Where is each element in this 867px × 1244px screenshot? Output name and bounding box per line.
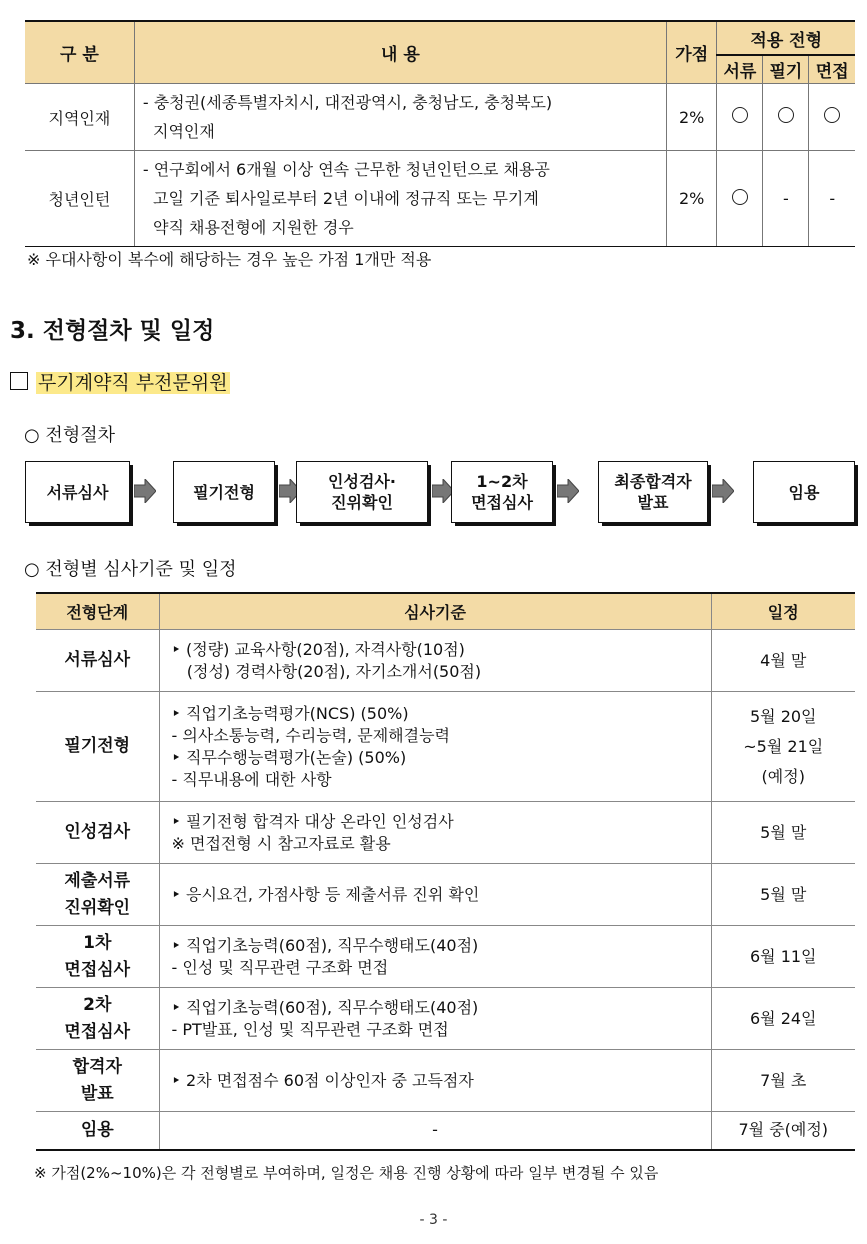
text-line: - 의사소통능력, 수리능력, 문제해결능력 xyxy=(171,725,450,745)
header-interview: 면접 xyxy=(809,55,855,84)
row-criteria xyxy=(159,988,711,1050)
row-stage xyxy=(36,864,159,926)
row-category: 지역인재 xyxy=(25,84,134,151)
preference-table xyxy=(25,20,855,247)
row-schedule xyxy=(711,692,855,802)
row-criteria xyxy=(159,802,711,864)
row-schedule xyxy=(711,1112,855,1150)
text-line: ‣ 직무수행능력평가(논술) (50%) xyxy=(171,747,407,767)
text-line: 서류심사 xyxy=(46,482,109,502)
page-number: - 3 - xyxy=(419,1212,448,1228)
text-line: ‣ 직업기초능력평가(NCS) (50%) xyxy=(171,703,409,723)
row-written xyxy=(763,84,809,151)
text-line: ※ 면접전형 시 참고자료로 활용 xyxy=(171,833,391,853)
flow-step xyxy=(173,461,275,523)
row-stage xyxy=(36,1112,159,1150)
header-content: 내 용 xyxy=(134,21,666,84)
circle-mark-icon xyxy=(824,107,840,123)
text-line: 발표 xyxy=(80,1083,114,1104)
text-line: 7월 초 xyxy=(760,1070,807,1090)
text-line: - 연구회에서 6개월 이상 연속 근무한 청년인턴으로 채용공 xyxy=(142,160,550,179)
table-row xyxy=(25,151,855,247)
text-line: 1차 xyxy=(83,932,112,953)
text-line: 6월 24일 xyxy=(749,1008,817,1028)
circle-mark-icon xyxy=(732,189,748,205)
row-doc xyxy=(717,151,763,247)
arrow-right-icon xyxy=(557,479,579,503)
header-category: 구 분 xyxy=(25,21,134,84)
text-line: 최종합격자 xyxy=(614,472,692,491)
row-content xyxy=(134,84,666,151)
text-line: - xyxy=(432,1120,438,1140)
row-schedule xyxy=(711,1050,855,1112)
text-line: 진위확인 xyxy=(331,493,393,512)
procedure-flow xyxy=(25,461,855,523)
text-line: 약직 채용전형에 지원한 경우 xyxy=(142,218,354,237)
text-line: 서류심사 xyxy=(64,650,131,670)
table-row xyxy=(36,926,855,988)
header-criteria: 심사기준 xyxy=(159,593,711,630)
row-interview xyxy=(809,84,855,151)
text-line: 합격자 xyxy=(72,1056,122,1077)
text-line: - PT발표, 인성 및 직무관련 구조화 면접 xyxy=(171,1019,449,1039)
flow-step xyxy=(598,461,708,523)
table-row xyxy=(36,802,855,864)
section-title: 3. 전형절차 및 일정 xyxy=(10,318,215,344)
circle-mark-icon xyxy=(778,107,794,123)
row-stage xyxy=(36,1050,159,1112)
text-line: ‣ 직업기초능력(60점), 직무수행태도(40점) xyxy=(171,997,479,1017)
text-line: ‣ 2차 면접점수 60점 이상인자 중 고득점자 xyxy=(171,1070,474,1090)
header-schedule: 일정 xyxy=(711,593,855,630)
text-line: 제출서류 xyxy=(64,870,131,891)
row-criteria xyxy=(159,692,711,802)
text-line: 필기전형 xyxy=(193,482,255,502)
row-criteria xyxy=(159,1112,711,1150)
text-line: 4월 말 xyxy=(760,650,807,670)
position-title: 무기계약직 부전문위원 xyxy=(38,372,228,394)
text-line: 발표 xyxy=(637,493,669,512)
row-criteria xyxy=(159,864,711,926)
text-line: ‣ (정량) 교육사항(20점), 자격사항(10점) xyxy=(171,639,465,659)
dash-mark: - xyxy=(783,189,789,208)
criteria-table xyxy=(36,592,855,1151)
text-line: - 인성 및 직무관련 구조화 면접 xyxy=(171,957,389,977)
table-row xyxy=(36,692,855,802)
header-apply: 적용 전형 xyxy=(717,21,855,55)
text-line: 면접심사 xyxy=(471,493,533,512)
text-line: - 직무내용에 대한 사항 xyxy=(171,769,332,789)
text-line: - 충청권(세종특별자치시, 대전광역시, 충청남도, 충청북도) xyxy=(142,93,553,112)
text-line: ‣ 응시요건, 가점사항 등 제출서류 진위 확인 xyxy=(171,884,480,904)
text-line: 임용 xyxy=(80,1119,114,1140)
header-doc: 서류 xyxy=(717,55,763,84)
table-row xyxy=(36,1112,855,1150)
text-line: 면접심사 xyxy=(64,1021,131,1042)
circle-mark-icon xyxy=(732,107,748,123)
header-stage: 전형단계 xyxy=(36,593,159,630)
checkbox-square-icon xyxy=(10,372,28,390)
text-line: 필기전형 xyxy=(64,736,131,756)
row-stage xyxy=(36,692,159,802)
row-schedule xyxy=(711,864,855,926)
text-line: 7월 중(예정) xyxy=(738,1120,829,1140)
flow-step xyxy=(451,461,553,523)
row-schedule xyxy=(711,802,855,864)
arrow-right-icon xyxy=(134,479,156,503)
text-line: 6월 11일 xyxy=(749,946,817,966)
text-line: 인성검사· xyxy=(328,472,396,491)
row-criteria xyxy=(159,630,711,692)
flow-step xyxy=(25,461,130,523)
criteria-label: ○ 전형별 심사기준 및 일정 xyxy=(24,559,237,580)
text-line: 2차 xyxy=(83,994,112,1015)
flow-step xyxy=(753,461,855,523)
row-schedule xyxy=(711,630,855,692)
header-bonus: 가점 xyxy=(667,21,717,84)
text-line: (정성) 경력사항(20점), 자기소개서(50점) xyxy=(171,661,482,681)
text-line: (예정) xyxy=(761,766,805,786)
row-written xyxy=(763,151,809,247)
text-line: ~5월 21일 xyxy=(743,736,824,756)
position-heading xyxy=(10,368,230,395)
row-interview xyxy=(809,151,855,247)
row-criteria xyxy=(159,1050,711,1112)
row-schedule xyxy=(711,988,855,1050)
text-line: 인성검사 xyxy=(64,822,131,842)
footnote: ※ 가점(2%~10%)은 각 전형별로 부여하며, 일정은 채용 진행 상황에 따라 일부 변경될 수 있음 xyxy=(34,1164,659,1182)
row-doc xyxy=(717,84,763,151)
text-line: 지역인재 xyxy=(142,122,215,141)
flow-step xyxy=(296,461,428,523)
row-schedule xyxy=(711,926,855,988)
row-bonus: 2% xyxy=(667,151,717,247)
table-row xyxy=(36,864,855,926)
row-stage xyxy=(36,802,159,864)
table-row xyxy=(36,988,855,1050)
text-line: ‣ 필기전형 합격자 대상 온라인 인성검사 xyxy=(171,811,454,831)
row-stage xyxy=(36,988,159,1050)
text-line: 5월 말 xyxy=(760,822,807,842)
table-row xyxy=(36,1050,855,1112)
text-line: 고일 기준 퇴사일로부터 2년 이내에 정규직 또는 무기계 xyxy=(142,189,539,208)
row-stage xyxy=(36,630,159,692)
text-line: 진위확인 xyxy=(64,897,131,918)
header-written: 필기 xyxy=(763,55,809,84)
arrow-right-icon xyxy=(712,479,734,503)
row-criteria xyxy=(159,926,711,988)
text-line: 면접심사 xyxy=(64,959,131,980)
text-line: 임용 xyxy=(788,482,820,502)
table-row xyxy=(36,630,855,692)
row-category: 청년인턴 xyxy=(25,151,134,247)
dash-mark: - xyxy=(829,189,836,208)
text-line: 5월 20일 xyxy=(749,706,817,726)
row-stage xyxy=(36,926,159,988)
text-line: 5월 말 xyxy=(760,884,807,904)
table-row xyxy=(25,84,855,151)
row-content xyxy=(134,151,666,247)
text-line: ‣ 직업기초능력(60점), 직무수행태도(40점) xyxy=(171,935,479,955)
preference-note: ※ 우대사항이 복수에 해당하는 경우 높은 가점 1개만 적용 xyxy=(27,250,432,269)
row-bonus: 2% xyxy=(667,84,717,151)
procedure-label: ○ 전형절차 xyxy=(24,425,115,446)
text-line: 1~2차 xyxy=(476,472,528,491)
